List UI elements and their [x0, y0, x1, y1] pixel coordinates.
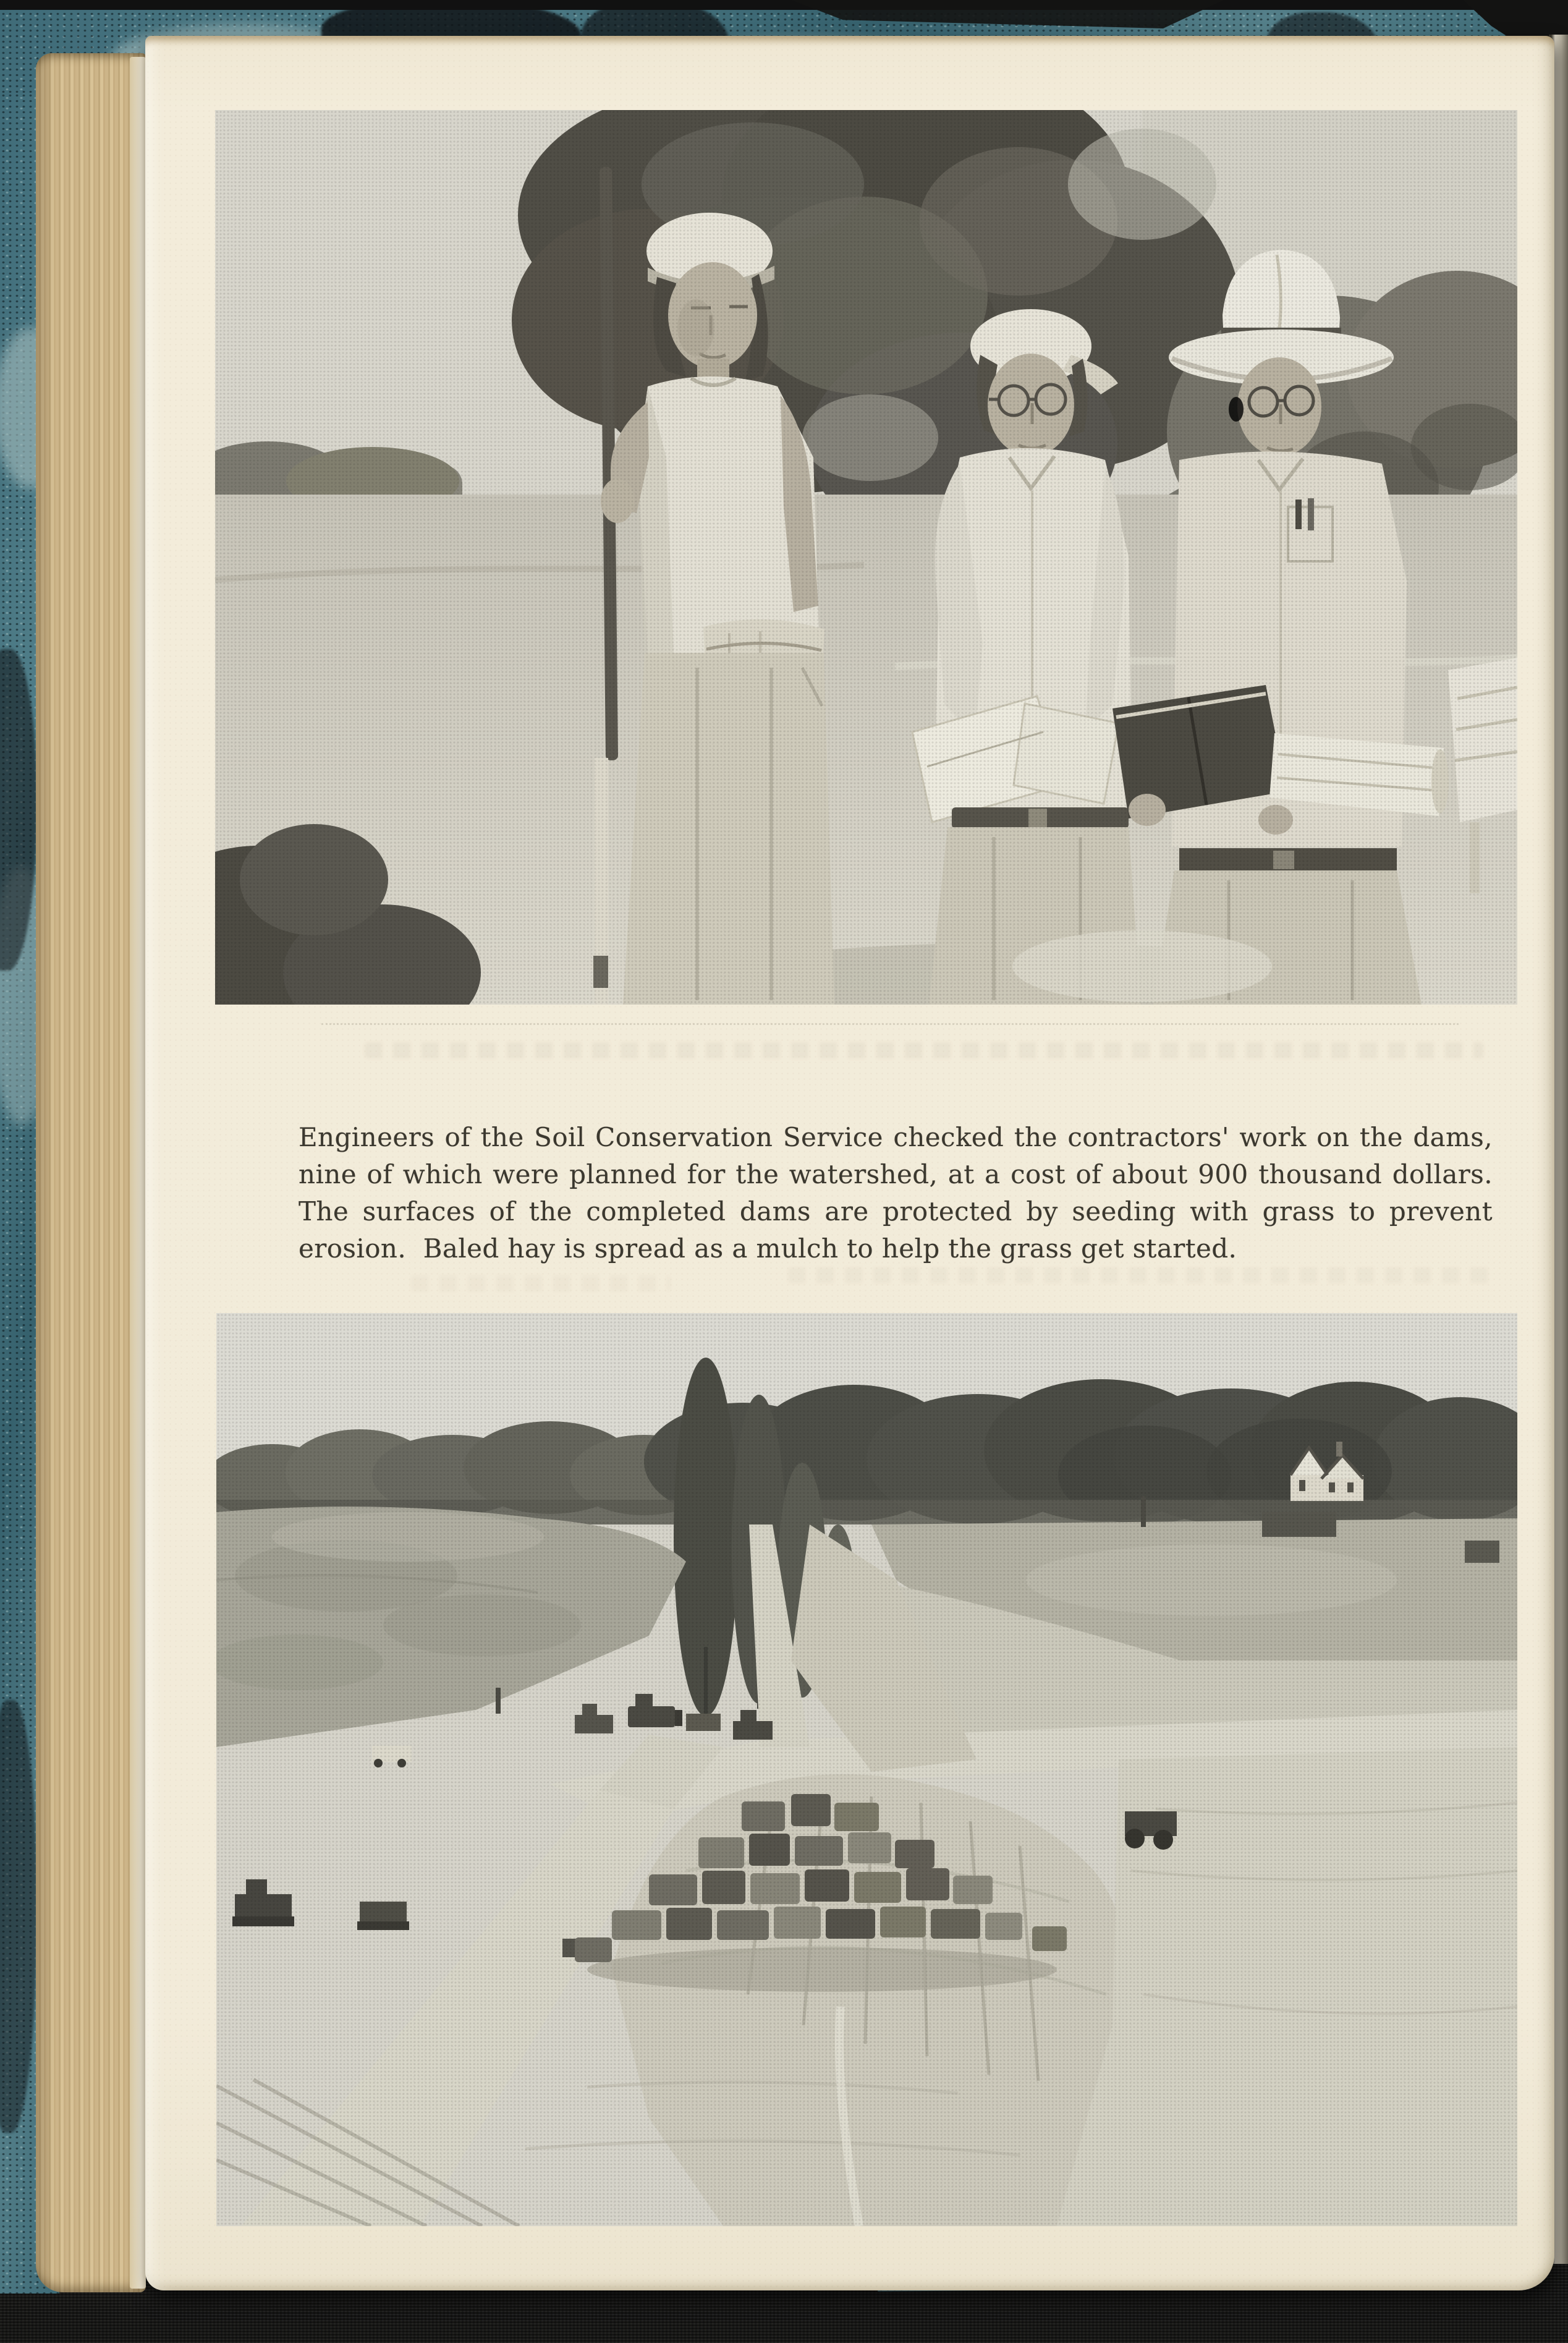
show-through-text: [365, 1042, 1483, 1058]
photo-dam-construction-site: [216, 1313, 1517, 2226]
show-through-text: [411, 1275, 671, 1291]
page-edge-highlight: [130, 57, 146, 2289]
photo-top-illustration: [215, 110, 1517, 1005]
foreground-road: [241, 1790, 674, 2226]
cover-top-edge: [0, 0, 1568, 10]
photo-bottom-illustration: [216, 1313, 1517, 2226]
caption-line: The surfaces of the completed dams are protected by seeding with grass to prevent: [299, 1196, 1493, 1227]
show-through-rule: [321, 1023, 1459, 1025]
caption-line: nine of which were planned for the watershed, at a cost of about 900 thousand dollars.: [299, 1159, 1493, 1189]
photo-engineers-checking-work: [215, 110, 1517, 1005]
book-page-edges: [36, 53, 146, 2292]
caption-line: Engineers of the Soil Conservation Service checked the contractors' work on the dams,: [299, 1122, 1493, 1152]
show-through-text: [788, 1267, 1493, 1283]
photo-caption: [299, 1119, 1493, 1267]
book-page: [145, 36, 1554, 2290]
caption-line: erosion. Baled hay is spread as a mulch to help the grass get started.: [299, 1233, 1237, 1264]
